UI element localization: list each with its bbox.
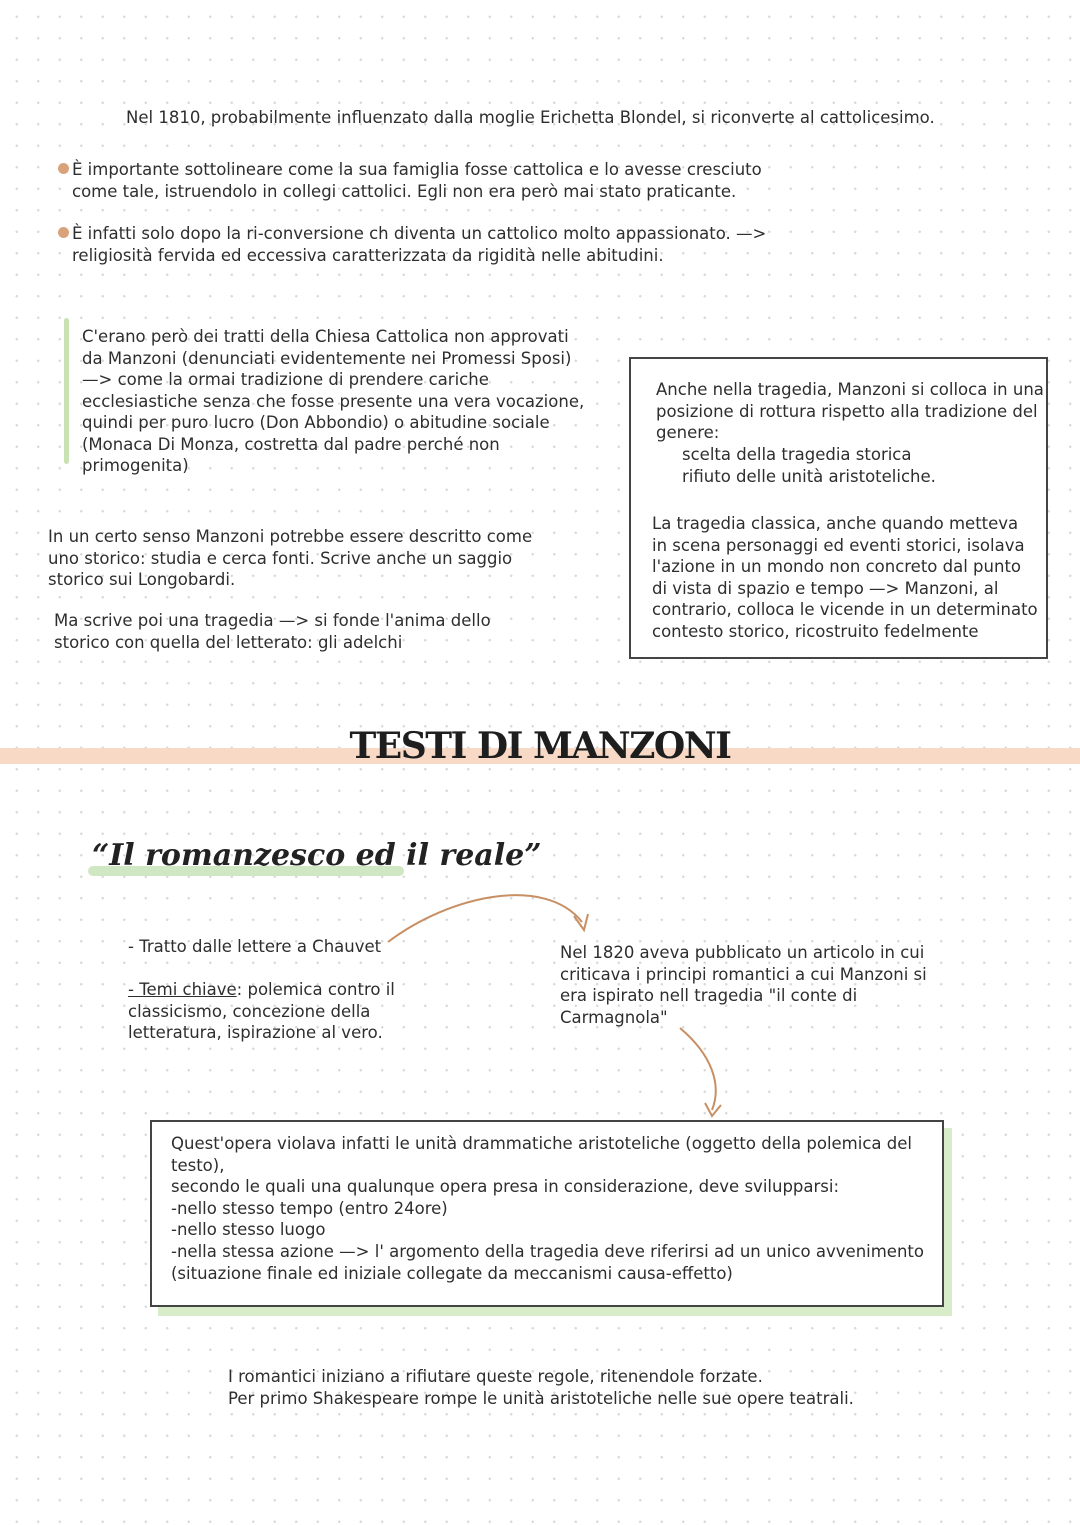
- unita-rule: -nello stesso luogo: [171, 1220, 326, 1239]
- tragedia-classica-text: La tragedia classica, anche quando metteva in scena personaggi ed eventi storici, isolava l'azione in un mondo non concreto dal punto di vista di spazio e tempo —> Manzoni, al contrario, colloca le vicende in un determinato contesto storico, ricostruito fedelmente: [652, 514, 1038, 641]
- temi-text: : polemica contro il classicismo, concezione della letteratura, ispirazione al vero.: [128, 980, 395, 1042]
- storico-text: In un certo senso Manzoni potrebbe essere descritto come uno storico: studia e cerca fonti. Scrive anche un saggio storico sui Longobardi.: [48, 527, 533, 589]
- bullet-famiglia: È importante sottolineare come la sua famiglia fosse cattolica e lo avesse cresciuto come tale, istruendolo in collegi cattolici. Egli non era però mai stato praticante.: [72, 160, 762, 201]
- unita-rule: -nella stessa azione —> l' argomento della tragedia deve riferirsi ad un unico avvenimento (situazione finale ed iniziale collegate da meccanismi causa-effetto): [171, 1242, 924, 1283]
- quote-chiesa: C'erano però dei tratti della Chiesa Cattolica non approvati da Manzoni (denunciati evidentemente nei Promessi Sposi) —> come la ormai tradizione di prendere cariche ecclesiastiche senza che fosse presente una vera vocazione, quindi per puro lucro (Don Abbondio) o abitudine sociale (Monaca Di Monza, costretta dal padre perché non primogenita): [82, 327, 585, 475]
- article-text: Nel 1820 aveva pubblicato un articolo in cui criticava i principi romantici a cui Manzoni si era ispirato nell tragedia "il conte di Carmagnola": [560, 943, 927, 1027]
- bullet-dot: [58, 227, 69, 238]
- tragedia-box: [629, 357, 1048, 659]
- tragedia-point: scelta della tragedia storica: [682, 445, 912, 464]
- bullet-dot: [58, 163, 69, 174]
- tragedia-point: rifiuto delle unità aristoteliche.: [682, 467, 936, 486]
- source-text: - Tratto dalle lettere a Chauvet: [128, 937, 382, 956]
- unita-intro: Quest'opera violava infatti le unità drammatiche aristoteliche (oggetto della polemica del testo), secondo le quali una qualunque opera presa in considerazione, deve svilupparsi:: [171, 1134, 912, 1196]
- temi-label: - Temi chiave: [128, 980, 237, 999]
- unita-box: [150, 1120, 944, 1307]
- temi-chiave: [128, 979, 395, 1044]
- unita-rule: -nello stesso tempo (entro 24ore): [171, 1199, 448, 1218]
- tragedia-box-intro: Anche nella tragedia, Manzoni si colloca in una posizione di rottura rispetto alla tradizione del genere:: [656, 380, 1044, 442]
- section-heading: TESTI DI MANZONI: [349, 725, 731, 767]
- quote-bar: [64, 318, 69, 464]
- tragedia-note: Ma scrive poi una tragedia —> si fonde l'anima dello storico con quella del letterato: gli adelchi: [54, 611, 491, 652]
- text-title: “Il romanzesco ed il reale”: [92, 838, 542, 873]
- intro-text: Nel 1810, probabilmente influenzato dalla moglie Erichetta Blondel, si riconverte al cattolicesimo.: [126, 108, 935, 127]
- closing-text: I romantici iniziano a rifiutare queste regole, ritenendole forzate. Per primo Shakespeare rompe le unità aristoteliche nelle sue opere teatrali.: [228, 1367, 854, 1408]
- bullet-conversione: È infatti solo dopo la ri-conversione ch diventa un cattolico molto appassionato. —> religiosità fervida ed eccessiva caratterizzata da rigidità nelle abitudini.: [72, 224, 767, 265]
